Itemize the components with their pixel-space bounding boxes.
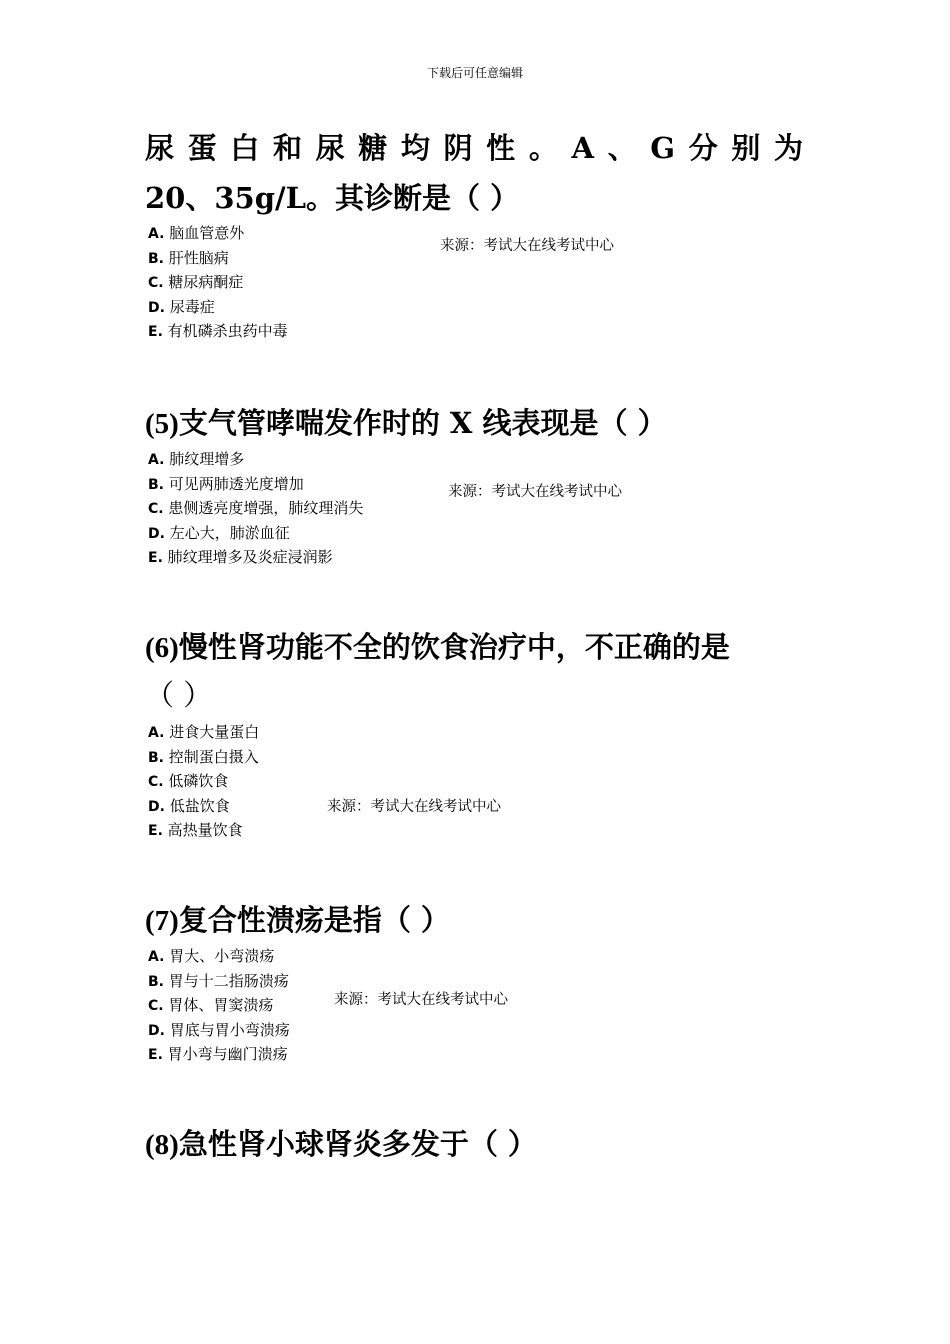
option-d: D. 左心大，肺淤血征 [148,523,290,542]
option-a: A. 肺纹理增多 [148,450,245,468]
option-b: B. 控制蛋白摄入 [148,747,259,766]
question-6-options [148,721,259,844]
option-c: C. 低磷饮食 [148,772,229,791]
option-d: D. 胃底与胃小弯溃疡 [148,1020,290,1039]
question-4-line-2: 20、35g/L。其诊断是（ ） [145,181,520,215]
question-6-title: (6)慢性肾功能不全的饮食治疗中，不正确的是 [145,630,730,664]
option-c: C. 患侧透亮度增强，肺纹理消失 [148,499,364,518]
question-5-title: (5)支气管哮喘发作时的 X 线表现是（ ） [145,406,667,440]
source-watermark-q5: 来源：考试大在线考试中心 [448,484,622,500]
option-e: E. 有机磷杀虫药中毒 [148,322,288,341]
question-8-title: (8)急性肾小球肾炎多发于（ ） [145,1127,537,1161]
option-b: B. 胃与十二指肠溃疡 [148,971,289,990]
option-a: A. 脑血管意外 [148,224,245,242]
question-4-line-1: 尿蛋白和尿糖均阴性。A、G分别为 [145,131,807,165]
question-4-options [148,222,288,345]
option-d: D. 尿毒症 [148,297,215,316]
option-a: A. 进食大量蛋白 [148,723,260,741]
source-watermark-q7: 来源：考试大在线考试中心 [334,992,508,1008]
option-b: B. 可见两肺透光度增加 [148,474,304,493]
question-7-title: (7)复合性溃疡是指（ ） [145,903,450,937]
option-e: E. 高热量饮食 [148,821,243,840]
page-header-note: 下载后可任意编辑 [426,66,523,80]
source-watermark-q4: 来源：考试大在线考试中心 [440,238,614,254]
option-a: A. 胃大、小弯溃疡 [148,947,275,965]
source-watermark-q6: 来源：考试大在线考试中心 [327,799,501,815]
option-d: D. 低盐饮食 [148,796,230,815]
option-c: C. 糖尿病酮症 [148,273,244,292]
option-e: E. 肺纹理增多及炎症浸润影 [148,548,333,567]
option-e: E. 胃小弯与幽门溃疡 [148,1045,288,1064]
question-5-options [148,448,363,571]
question-7-options [148,945,290,1068]
question-6-line-2: （ ） [145,678,213,712]
option-c: C. 胃体、胃窦溃疡 [148,996,274,1015]
option-b: B. 肝性脑病 [148,248,229,267]
